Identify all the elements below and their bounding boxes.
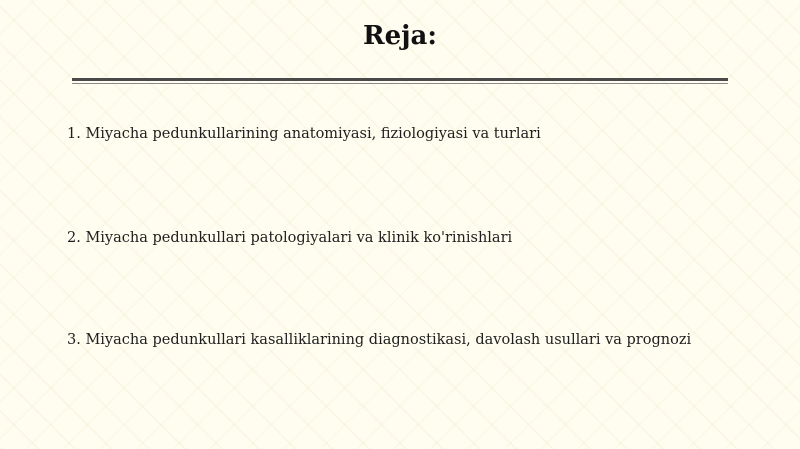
divider-thin-line [72, 83, 728, 84]
slide-title: Reja: [362, 21, 437, 51]
plan-item-3: 3. Miyacha pedunkullari kasalliklarining diagnostikasi, davolash usullari va prognozi [67, 332, 692, 348]
title-divider [72, 78, 728, 86]
plan-item-2: 2. Miyacha pedunkullari patologiyalari va klinik ko'rinishlari [67, 230, 513, 246]
plan-item-1: 1. Miyacha pedunkullarining anatomiyasi, fiziologiyasi va turlari [67, 126, 541, 142]
divider-thick-line [72, 78, 728, 81]
